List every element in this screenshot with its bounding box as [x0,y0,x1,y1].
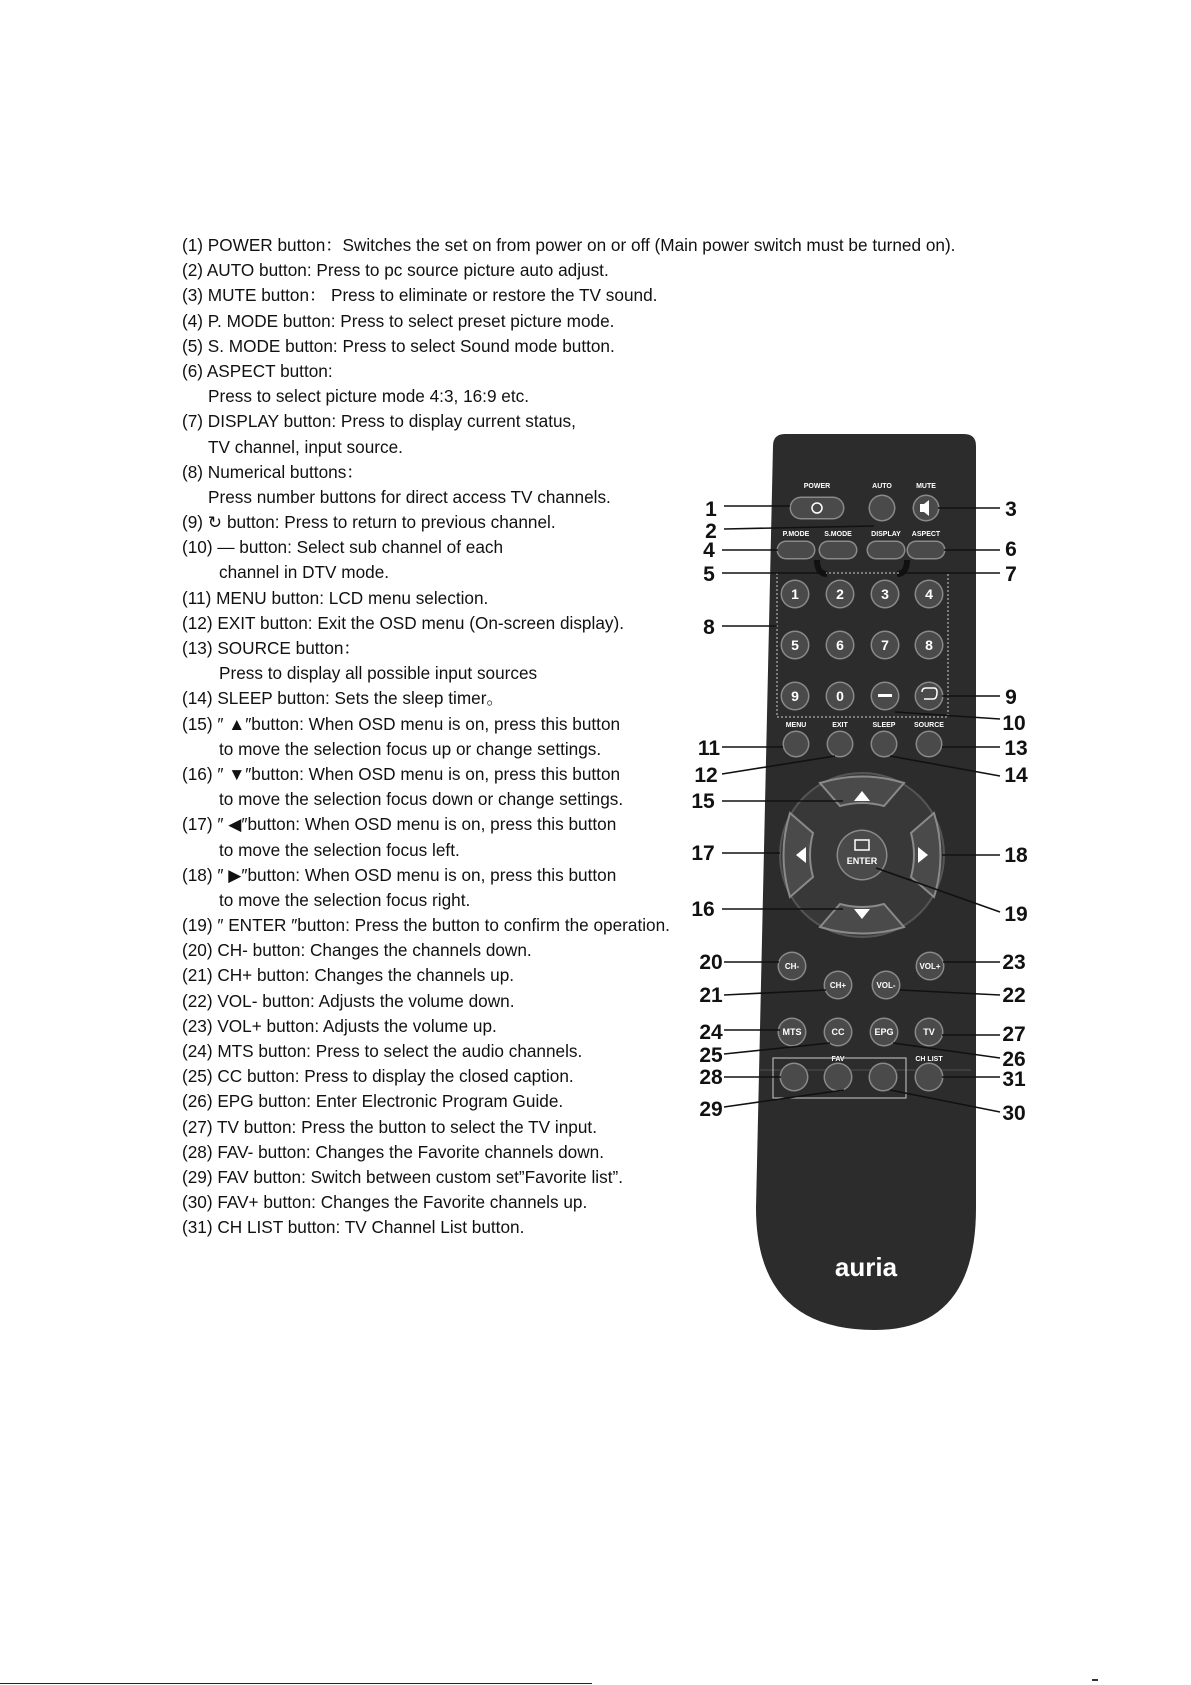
callout-number: 20 [699,951,723,974]
bottom-rule [0,1683,592,1684]
display-button [868,542,904,558]
callout-number: 17 [691,842,715,865]
callout-number: 22 [1002,984,1026,1007]
description-line: (20) CH- button: Changes the channels down. [182,940,532,961]
callout-number: 29 [699,1098,723,1121]
description-line: (11) MENU button: LCD menu selection. [182,587,489,608]
description-line: (28) FAV- button: Changes the Favorite channels down. [182,1141,604,1162]
callout-number: 5 [703,563,715,586]
description-line: (6) ASPECT button: [182,360,333,381]
callout-number: 2 [705,520,717,543]
callout-number: 4 [703,539,715,562]
description-line: (26) EPG button: Enter Electronic Program Guide. [182,1091,564,1112]
digit-button-5-label: 5 [791,637,799,654]
description-line: TV channel, input source. [208,436,403,457]
description-line: to move the selection focus down or change settings. [219,789,624,810]
description-line: (29) FAV button: Switch between custom set”Favorite list”. [182,1166,623,1187]
description-line: (31) CH LIST button: TV Channel List button. [182,1217,525,1238]
callout-number: 12 [694,764,718,787]
digit-button-6-label: 6 [836,637,844,654]
description-line: (23) VOL+ button: Adjusts the volume up. [182,1015,497,1036]
description-line: (12) EXIT button: Exit the OSD menu (On-screen display). [182,612,624,633]
description-line: (24) MTS button: Press to select the audio channels. [182,1041,583,1061]
description-line: (4) P. MODE button: Press to select preset picture mode. [182,310,615,331]
description-line: (10) — button: Select sub channel of each [182,537,504,558]
fav-label: FAV [831,1056,845,1063]
digit-button-8-label: 8 [925,637,933,654]
callout-number: 30 [1002,1102,1026,1125]
description-line: to move the selection focus up or change settings. [219,738,602,759]
fav-button [825,1064,851,1090]
fav-plus-button [870,1064,896,1090]
epg-button-label: EPG [874,1027,894,1038]
description-line: (13) SOURCE button： [182,638,361,658]
digit-button-0-label: 0 [836,688,844,705]
power-label: POWER [803,483,831,490]
source-label: SOURCE [914,722,944,729]
menu-label: MENU [785,722,807,729]
enter-label: ENTER [846,856,878,866]
callout-number: 24 [699,1021,723,1044]
callout-number: 18 [1004,844,1028,867]
smode-button [820,542,856,558]
callout-number: 10 [1002,712,1026,735]
callout-number: 3 [1005,498,1017,521]
enter-button [838,831,886,879]
description-line: to move the selection focus left. [219,839,460,860]
fav-minus-button [781,1064,807,1090]
description-line: (7) DISPLAY button: Press to display current status, [182,411,576,432]
callout-number: 8 [703,616,715,639]
callout-number: 7 [1005,563,1017,586]
sleep-button [872,732,896,756]
digit-button-1-label: 1 [791,586,799,603]
callout-number: 11 [697,737,721,760]
description-line: (22) VOL- button: Adjusts the volume down. [182,990,515,1011]
description-line: (18) ″ ▶″button: When OSD menu is on, press this button [182,864,617,885]
description-line: (9) ↻ button: Press to return to previous channel. [182,512,556,533]
ch-minus-button-label: CH- [784,961,800,971]
callout-number: 26 [1002,1048,1026,1071]
digit-button-7-label: 7 [881,637,889,654]
callout-number: 31 [1002,1068,1026,1091]
callout-number: 27 [1002,1023,1026,1046]
callout-number: 1 [705,498,717,521]
aspect-button [908,542,944,558]
dash-icon [878,694,892,697]
pmode-button [778,542,814,558]
description-line: Press to select picture mode 4:3, 16:9 etc. [208,386,529,407]
exit-button [828,732,852,756]
display-label: DISPLAY [871,531,901,538]
vol-minus-button-label: VOL- [876,980,896,990]
cc-button-label: CC [831,1027,845,1038]
callout-number: 23 [1002,951,1026,974]
digit-button-2-label: 2 [836,586,844,603]
corner-mark [1092,1679,1098,1681]
tv-button-label: TV [923,1027,935,1038]
recall-button [916,683,942,709]
vol-plus-button-label: VOL+ [919,961,941,971]
pmode-label: P.MODE [782,531,810,538]
description-line: (16) ″ ▼″button: When OSD menu is on, press this button [182,763,621,784]
brand-logo: auria [834,1252,898,1282]
callout-number: 19 [1004,903,1028,926]
aspect-label: ASPECT [911,531,941,538]
description-line: (3) MUTE button： Press to eliminate or restore the TV sound. [182,285,658,306]
description-line: (15) ″ ▲″button: When OSD menu is on, press this button [182,713,621,734]
description-line: (25) CC button: Press to display the closed caption. [182,1066,574,1087]
auto-button [870,496,894,520]
smode-label: S.MODE [824,531,852,538]
ch-list-label: CH LIST [915,1056,943,1063]
description-line: Press number buttons for direct access TV channels. [208,486,611,507]
power-button [791,498,843,518]
callout-number: 21 [699,984,723,1007]
auto-label: AUTO [872,483,892,490]
callout-number: 14 [1004,764,1028,787]
ch-plus-button-label: CH+ [829,980,847,990]
callout-number: 28 [699,1066,723,1089]
mute-label: MUTE [916,483,936,490]
callout-number: 9 [1005,686,1017,709]
source-button [917,732,941,756]
description-line: (2) AUTO button: Press to pc source picture auto adjust. [182,260,609,281]
description-line: (21) CH+ button: Changes the channels up. [182,965,515,986]
callout-number: 6 [1005,538,1017,561]
description-line: channel in DTV mode. [219,562,390,583]
description-line: (17) ″ ◀″button: When OSD menu is on, press this button [182,814,617,835]
description-line: (5) S. MODE button: Press to select Sound mode button. [182,335,615,356]
callout-number: 13 [1004,737,1028,760]
digit-button-3-label: 3 [881,586,889,603]
description-line: to move the selection focus right. [219,889,471,910]
callout-number: 15 [691,790,715,813]
description-line: (14) SLEEP button: Sets the sleep timer。 [182,688,504,709]
mts-button-label: MTS [782,1027,802,1038]
callout-number: 16 [691,898,715,921]
description-line: (19) ″ ENTER ″button: Press the button to confirm the operation. [182,915,670,936]
sleep-label: SLEEP [872,722,896,729]
description-line: (8) Numerical buttons： [182,461,364,482]
menu-button [784,732,808,756]
description-line: (1) POWER button：Switches the set on from power on or off (Main power switch must be turned on). [182,235,956,255]
description-line: (27) TV button: Press the button to select the TV input. [182,1116,597,1137]
description-line: Press to display all possible input sources [219,663,538,684]
exit-label: EXIT [832,722,848,729]
description-line: (30) FAV+ button: Changes the Favorite channels up. [182,1192,588,1213]
digit-button-9-label: 9 [791,688,799,705]
ch-list-button [916,1064,942,1090]
digit-button-4-label: 4 [925,586,933,603]
callout-number: 25 [699,1044,723,1067]
